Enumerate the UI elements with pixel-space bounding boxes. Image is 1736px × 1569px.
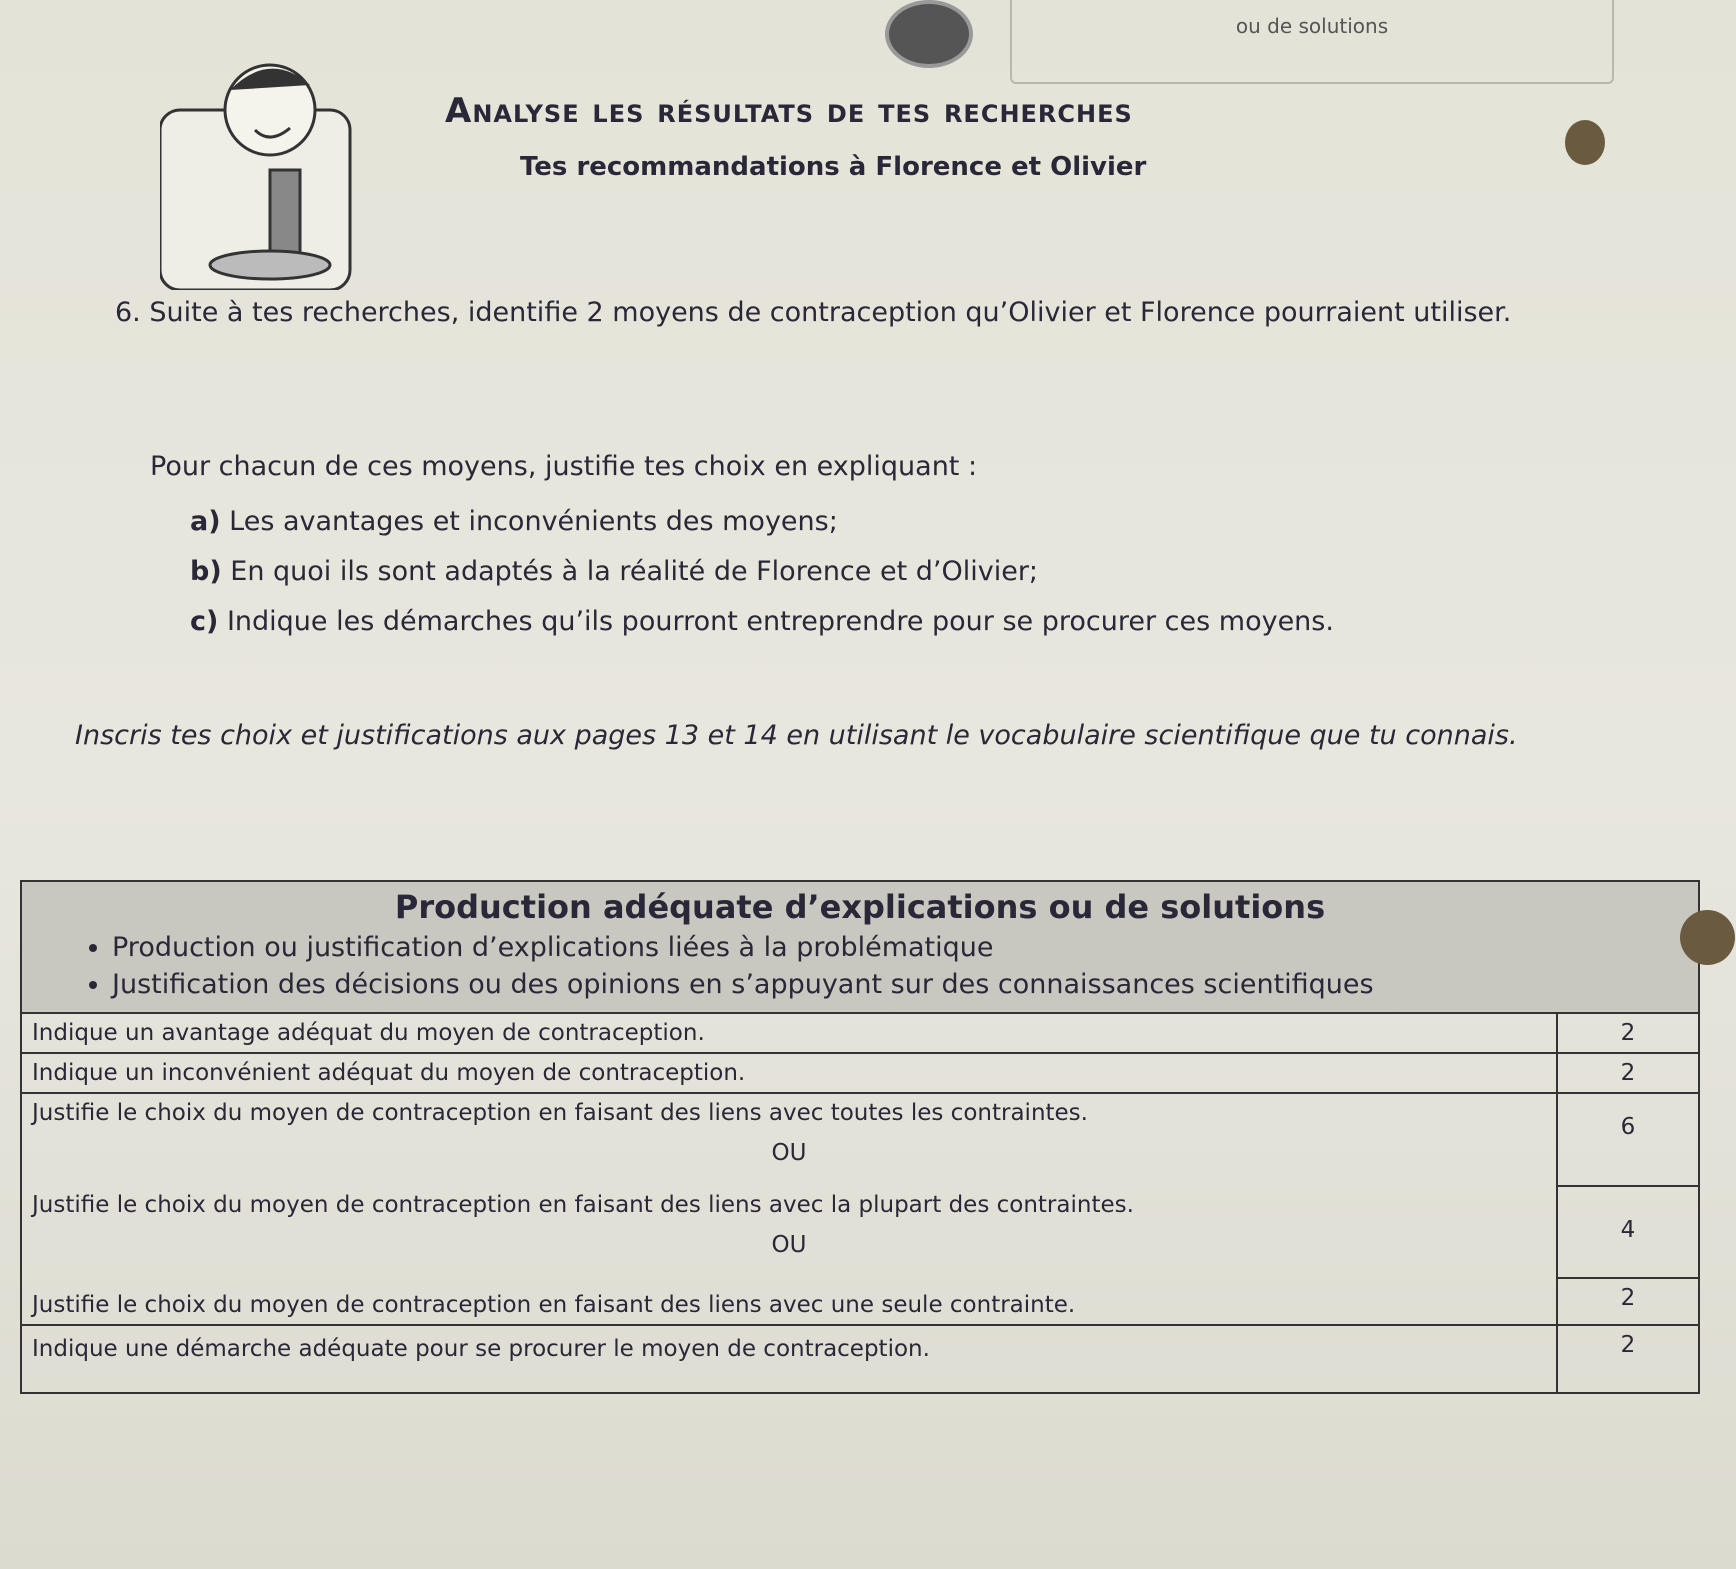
criterion-text: Indique une démarche adéquate pour se procurer le moyen de contraception. — [21, 1325, 1557, 1393]
item-text: En quoi ils sont adaptés à la réalité de Florence et d’Olivier; — [230, 556, 1039, 587]
criterion-box — [1010, 0, 1614, 84]
page-title: Analyse les résultats de tes recherches — [445, 91, 1133, 131]
instruction: Inscris tes choix et justifications aux pages 13 et 14 en utilisant le vocabulaire scientifique que tu connais. — [75, 720, 1518, 751]
rubric-header — [21, 881, 1699, 1013]
stain-mark — [1565, 120, 1605, 165]
rubric-table — [20, 880, 1700, 1394]
stain-mark — [1680, 910, 1735, 965]
item-letter: a) — [190, 506, 221, 537]
item-letter: c) — [190, 606, 219, 637]
or-label: OU — [771, 1140, 807, 1166]
item-text: Indique les démarches qu’ils pourront entreprendre pour se procurer ces moyens. — [226, 606, 1334, 637]
table-row — [21, 1053, 1699, 1093]
criterion-text: Justifie le choix du moyen de contraception en faisant des liens avec la plupart des contraintes. — [32, 1192, 1134, 1218]
criterion-cell — [21, 1186, 1557, 1278]
criterion-text: Indique un inconvénient adéquat du moyen de contraception. — [21, 1053, 1557, 1093]
scientist-microscope-illustration — [160, 50, 380, 290]
table-row — [21, 1325, 1699, 1393]
criterion-text: Indique un avantage adéquat du moyen de contraception. — [21, 1013, 1557, 1053]
question-text: Suite à tes recherches, identifie 2 moyens de contraception qu’Olivier et Florence pourraient utiliser. — [149, 297, 1512, 328]
item-letter: b) — [190, 556, 222, 587]
points: 2 — [1557, 1325, 1699, 1393]
question-intro: Pour chacun de ces moyens, justifie tes choix en expliquant : — [150, 451, 978, 482]
points: 4 — [1557, 1186, 1699, 1278]
points: 6 — [1557, 1093, 1699, 1186]
criterion-cell — [21, 1093, 1557, 1186]
question-6 — [115, 285, 1615, 341]
points: 2 — [1557, 1278, 1699, 1325]
points: 2 — [1557, 1053, 1699, 1093]
question-item-b — [190, 555, 1038, 589]
question-number: 6. — [115, 297, 141, 328]
table-row — [21, 1186, 1699, 1278]
page-subtitle: Tes recommandations à Florence et Olivier — [520, 152, 1147, 182]
rubric-bullet: • Justification des décisions ou des opinions en s’appuyant sur des connaissances scientifiques — [112, 969, 1688, 1000]
item-text: Les avantages et inconvénients des moyens; — [229, 506, 838, 537]
rubric-bullet: • Production ou justification d’explications liées à la problématique — [112, 932, 1688, 963]
points: 2 — [1557, 1013, 1699, 1053]
or-label: OU — [771, 1232, 807, 1258]
checkmark-badge-icon — [885, 0, 973, 68]
table-row — [21, 1278, 1699, 1325]
question-item-a — [190, 505, 838, 539]
table-row — [21, 1093, 1699, 1186]
question-item-c — [190, 605, 1334, 639]
table-row — [21, 1013, 1699, 1053]
criterion-text: ou de solutions — [1235, 14, 1389, 38]
criterion-text: Justifie le choix du moyen de contraception en faisant des liens avec une seule contrainte. — [21, 1278, 1557, 1325]
rubric-heading: Production adéquate d’explications ou de solutions — [394, 888, 1326, 926]
criterion-text: Justifie le choix du moyen de contraception en faisant des liens avec toutes les contraintes. — [32, 1100, 1088, 1126]
